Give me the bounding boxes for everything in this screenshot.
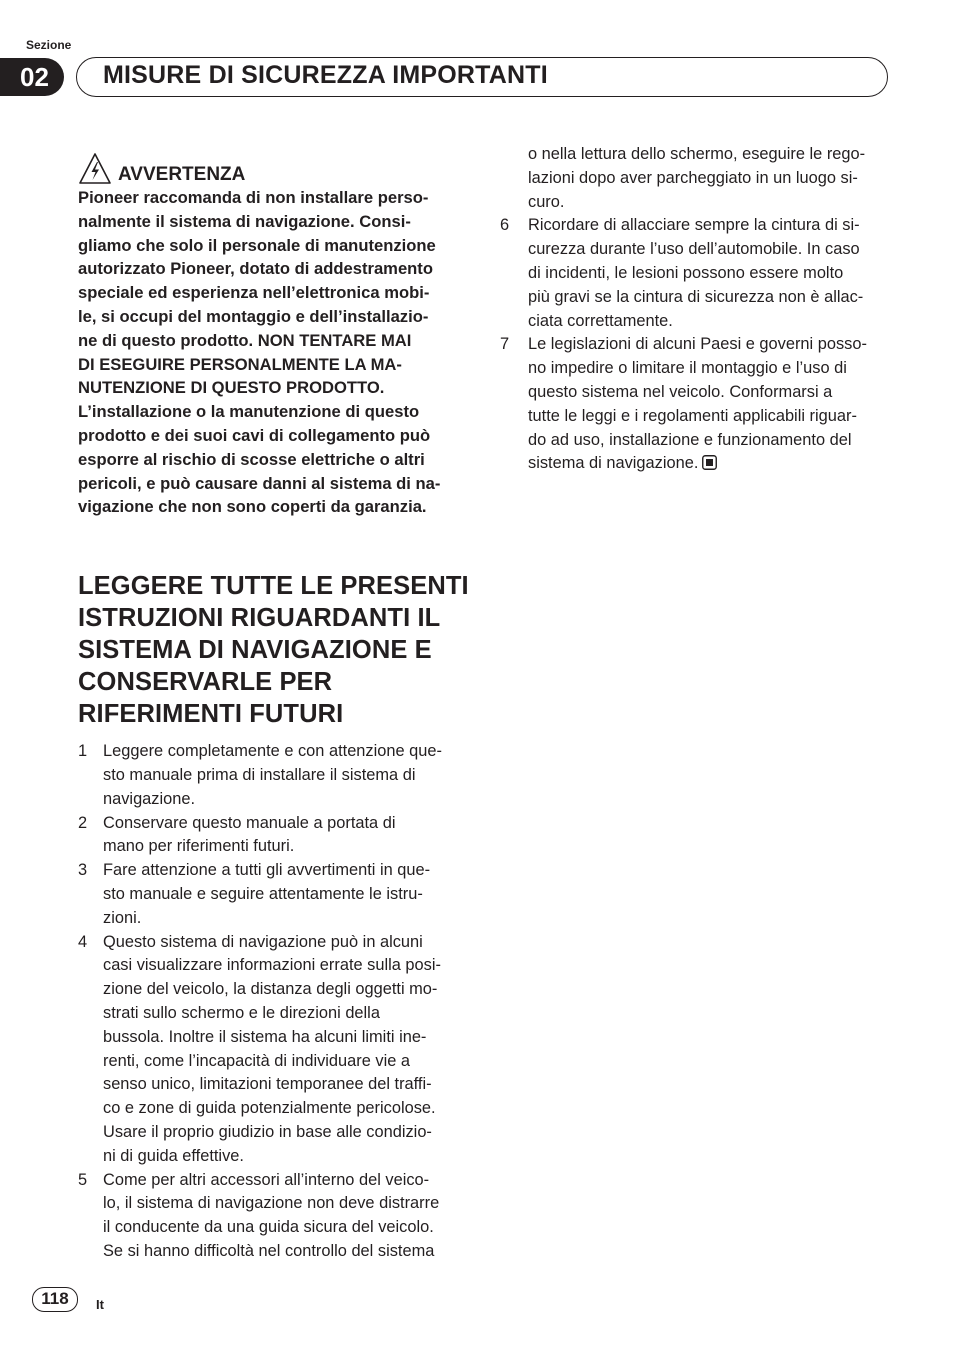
item-number: 6 bbox=[500, 216, 510, 235]
warning-line: NUTENZIONE DI QUESTO PRODOTTO. bbox=[78, 378, 385, 398]
item-continuation bbox=[500, 143, 892, 214]
item-text bbox=[103, 931, 470, 1169]
item-line: do ad uso, installazione e funzionamento del bbox=[528, 430, 852, 449]
item-text bbox=[103, 812, 470, 860]
heading-line: ISTRUZIONI RIGUARDANTI IL bbox=[78, 604, 441, 633]
item-line: sto manuale e seguire attentamente le istru- bbox=[103, 884, 423, 903]
heading-line: RIFERIMENTI FUTURI bbox=[78, 700, 344, 729]
item-line: tutte le leggi e i regolamenti applicabili riguar- bbox=[528, 406, 857, 425]
page-number: 118 bbox=[32, 1287, 78, 1312]
item-line: Questo sistema di navigazione può in alcuni bbox=[103, 932, 423, 951]
list-item bbox=[500, 214, 892, 333]
item-number: 2 bbox=[78, 813, 88, 832]
item-line: no impedire o limitare il montaggio e l’uso di bbox=[528, 359, 847, 378]
item-number: 1 bbox=[78, 742, 88, 761]
list-item bbox=[78, 740, 470, 811]
item-line: lo, il sistema di navigazione non deve distrarre bbox=[103, 1194, 440, 1213]
heading-line: CONSERVARLE PER bbox=[78, 668, 333, 697]
heading-line: LEGGERE TUTTE LE PRESENTI bbox=[78, 572, 469, 601]
warning-title: AVVERTENZA bbox=[118, 164, 246, 185]
item-line: ciata correttamente. bbox=[528, 311, 673, 330]
warning-line: le, si occupi del montaggio e dell’installazio- bbox=[78, 306, 429, 326]
section-title: MISURE DI SICUREZZA IMPORTANTI bbox=[103, 61, 548, 89]
warning-line: prodotto e dei suoi cavi di collegamento può bbox=[78, 425, 431, 445]
language-code: It bbox=[96, 1297, 104, 1312]
heading-line: SISTEMA DI NAVIGAZIONE E bbox=[78, 636, 432, 665]
warning-text bbox=[78, 186, 470, 519]
item-line: Le legislazioni di alcuni Paesi e governi posso- bbox=[528, 335, 867, 354]
item-line: zioni. bbox=[103, 908, 142, 927]
item-line: Conservare questo manuale a portata di bbox=[103, 813, 396, 832]
list-item bbox=[78, 1169, 470, 1264]
item-line: senso unico, limitazioni temporanee del traffi- bbox=[103, 1075, 432, 1094]
instruction-list bbox=[78, 740, 470, 1264]
item-line: sistema di navigazione. bbox=[528, 454, 699, 473]
item-number: 4 bbox=[78, 932, 88, 951]
warning-lightning-icon bbox=[78, 152, 112, 186]
list-item bbox=[78, 812, 470, 860]
list-item bbox=[78, 859, 470, 930]
item-line: Come per altri accessori all’interno del veico- bbox=[103, 1170, 430, 1189]
item-text bbox=[528, 214, 892, 333]
item-line: Usare il proprio giudizio in base alle condizio- bbox=[103, 1122, 432, 1141]
warning-block bbox=[78, 150, 470, 519]
item-line: Fare attenzione a tutti gli avvertimenti in que- bbox=[103, 861, 431, 880]
item-line-last bbox=[528, 452, 892, 476]
item-text bbox=[528, 333, 892, 476]
section-header bbox=[76, 57, 888, 97]
item-line: lazioni dopo aver parcheggiato in un luogo si- bbox=[528, 168, 858, 187]
item-line: Leggere completamente e con attenzione que- bbox=[103, 742, 442, 761]
instruction-list-continued bbox=[500, 214, 892, 476]
item-line: il conducente da una guida sicura del veicolo. bbox=[103, 1218, 434, 1237]
list-item bbox=[78, 931, 470, 1169]
warning-line: gliamo che solo il personale di manutenzione bbox=[78, 235, 436, 255]
item-line: strati sullo schermo e le direzioni della bbox=[103, 1003, 380, 1022]
end-of-section-icon bbox=[702, 455, 717, 470]
item-line: di incidenti, le lesioni possono essere molto bbox=[528, 263, 844, 282]
section-heading bbox=[78, 570, 470, 730]
list-item bbox=[500, 333, 892, 476]
item-text bbox=[103, 740, 470, 811]
item-line: bussola. Inoltre il sistema ha alcuni limiti ine- bbox=[103, 1027, 427, 1046]
left-column bbox=[78, 150, 470, 1264]
item-line: zione del veicolo, la distanza degli oggetti mo- bbox=[103, 980, 438, 999]
warning-line: DI ESEGUIRE PERSONALMENTE LA MA- bbox=[78, 354, 402, 374]
item-line: curo. bbox=[528, 192, 565, 211]
warning-line: ne di questo prodotto. NON TENTARE MAI bbox=[78, 330, 412, 350]
item-line: curezza durante l’uso dell’automobile. In caso bbox=[528, 240, 860, 259]
item-number: 7 bbox=[500, 335, 510, 354]
item-line: casi visualizzare informazioni errate sulla posi- bbox=[103, 956, 441, 975]
item-line: ni di guida effettive. bbox=[103, 1146, 244, 1165]
warning-line: nalmente il sistema di navigazione. Consi- bbox=[78, 211, 411, 231]
warning-line: vigazione che non sono coperti da garanzia. bbox=[78, 497, 427, 517]
item-number: 3 bbox=[78, 861, 88, 880]
item-line: Ricordare di allacciare sempre la cintura di si- bbox=[528, 216, 860, 235]
warning-line: Pioneer raccomanda di non installare perso- bbox=[78, 188, 429, 207]
warning-line: esporre al rischio di scosse elettriche o altri bbox=[78, 449, 425, 469]
item-line: renti, come l’incapacità di individuare vie a bbox=[103, 1051, 411, 1070]
item-line: più gravi se la cintura di sicurezza non è allac- bbox=[528, 287, 864, 306]
item-text bbox=[103, 859, 470, 930]
warning-line: autorizzato Pioneer, dotato di addestramento bbox=[78, 259, 433, 279]
item-line: mano per riferimenti futuri. bbox=[103, 837, 295, 856]
item-line: sto manuale prima di installare il sistema di bbox=[103, 765, 416, 784]
item-line: questo sistema nel veicolo. Conformarsi a bbox=[528, 382, 833, 401]
item-line: o nella lettura dello schermo, eseguire le rego- bbox=[528, 145, 866, 163]
section-number-badge: 02 bbox=[0, 58, 64, 96]
warning-header bbox=[78, 150, 470, 186]
warning-line: speciale ed esperienza nell’elettronica mobi- bbox=[78, 283, 430, 303]
item-line: navigazione. bbox=[103, 789, 196, 808]
item-line: Se si hanno difficoltà nel controllo del sistema bbox=[103, 1241, 435, 1260]
warning-line: pericoli, e può causare danni al sistema di na- bbox=[78, 473, 441, 493]
item-number: 5 bbox=[78, 1170, 88, 1189]
right-column bbox=[500, 143, 892, 476]
sezione-label: Sezione bbox=[26, 38, 72, 52]
item-line: co e zone di guida potenzialmente pericolose. bbox=[103, 1099, 436, 1118]
warning-line: L’installazione o la manutenzione di questo bbox=[78, 402, 420, 422]
item-text bbox=[103, 1169, 470, 1264]
